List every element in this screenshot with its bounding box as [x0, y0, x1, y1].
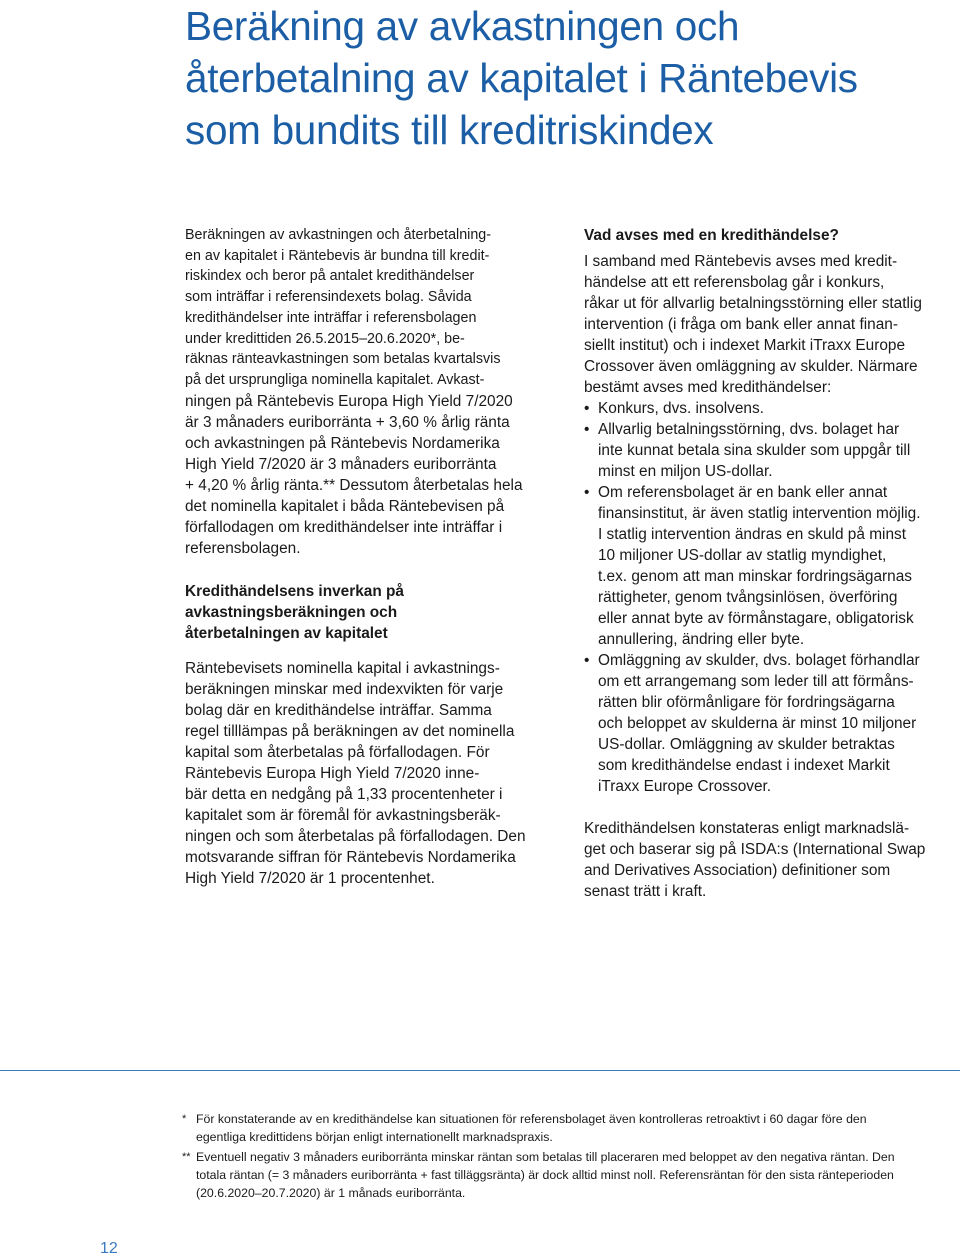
- text-line: inte kunnat betala sina skulder som uppgår till: [598, 442, 911, 459]
- text-line: • Om referensbolaget är en bank eller annat: [598, 484, 888, 501]
- footnote-mark: **: [182, 1151, 191, 1164]
- text-line: senast trätt i kraft.: [584, 883, 707, 900]
- left-column: [185, 225, 560, 889]
- page-number: 12: [100, 1240, 118, 1257]
- text-line: kredithändelser inte inträffar i referensbolagen: [185, 309, 477, 326]
- text-line: referensbolagen.: [185, 539, 301, 557]
- text-line: bolag där en kredithändelse inträffar. Samma: [185, 701, 492, 719]
- text-line: Beräkningen av avkastningen och återbetalning-: [185, 227, 492, 243]
- text-line: siellt institut) och i indexet Markit iTraxx Europe: [584, 337, 906, 354]
- heading-line: avkastningsberäkningen och: [185, 603, 398, 621]
- text-line: räknas ränteavkastningen som betalas kvartalsvis: [185, 351, 501, 368]
- text-line: and Derivatives Association) definitioner som: [584, 862, 891, 879]
- text-line: och beloppet av skulderna är minst 10 miljoner: [598, 715, 917, 732]
- list-item: [584, 398, 956, 419]
- text-line: bestämt avses med kredithändelser:: [584, 379, 832, 396]
- text-line: Kredithändelsen konstateras enligt marknadslä-: [584, 820, 910, 837]
- text-line: intervention (i fråga om bank eller annat finan-: [584, 316, 898, 333]
- footnote-divider: [0, 1070, 960, 1071]
- body-paragraph: [185, 658, 560, 889]
- text-line: under kredittiden 26.5.2015–20.6.2020*, be-: [185, 330, 465, 347]
- definition-intro: [584, 251, 956, 398]
- text-line: och avkastningen på Räntebevis Nordamerika: [185, 434, 500, 452]
- text-line: om ett arrangemang som leder till att förmåns-: [598, 673, 914, 690]
- text-line: regel tilllämpas på beräkningen av det nominella: [185, 722, 515, 740]
- text-line: råkar ut för allvarlig betalningsstörning eller statlig: [584, 295, 922, 312]
- text-line: Eventuell negativ 3 månaders euriborränta minskar räntan som betalas till placeraren med beloppet av den negativa räntan. Den: [196, 1150, 895, 1165]
- text-line: t.ex. genom att man minskar fordringsägarnas: [598, 568, 912, 585]
- text-line: finansinstitut, är även statlig intervention möjlig.: [598, 505, 921, 522]
- text-line: + 4,20 % årlig ränta.** Dessutom återbetalas hela: [185, 476, 523, 494]
- text-line: Räntebevisets nominella kapital i avkastnings-: [185, 659, 500, 677]
- footnotes: [184, 1111, 944, 1206]
- title-line: återbetalning av kapitalet i Räntebevis: [185, 55, 858, 101]
- text-line: riskindex och beror på antalet kredithändelser: [185, 268, 475, 285]
- text-line: beräkningen minskar med indexvikten för varje: [185, 680, 504, 698]
- list-item: [584, 482, 956, 650]
- text-line: • Allvarlig betalningsstörning, dvs. bolaget har: [598, 421, 900, 438]
- footnote-mark: *: [182, 1113, 187, 1125]
- text-line: bär detta en nedgång på 1,33 procentenheter i: [185, 785, 503, 803]
- text-line: I statlig intervention ändras en skuld på minst: [598, 526, 906, 543]
- text-line: det nominella kapitalet i båda Räntebevisen på: [185, 497, 505, 515]
- text-line: annullering, ändring eller byte.: [598, 631, 805, 648]
- text-line: en av kapitalet i Räntebevis är bundna till kredit-: [185, 247, 490, 264]
- text-line: kapital som återbetalas på förfallodagen. För: [185, 743, 490, 761]
- heading-line: återbetalningen av kapitalet: [185, 624, 388, 642]
- credit-event-list: [584, 398, 956, 797]
- text-line: på det ursprungliga nominella kapitalet. Avkast-: [185, 371, 485, 388]
- title-line: som bundits till kreditriskindex: [185, 107, 714, 153]
- text-line: Crossover även omläggning av skulder. Närmare: [584, 358, 918, 375]
- text-line: get och baserar sig på ISDA:s (International Swap: [584, 841, 926, 858]
- text-line: iTraxx Europe Crossover.: [598, 778, 772, 795]
- text-line: som kredithändelse endast i indexet Markit: [598, 757, 890, 774]
- text-line: (20.6.2020–20.7.2020) är 1 månads euriborränta.: [196, 1185, 466, 1200]
- text-line: I samband med Räntebevis avses med kredit-: [584, 253, 898, 270]
- closing-paragraph: [584, 818, 956, 902]
- text-line: rättigheter, genom tvångsinlösen, överföring: [598, 589, 898, 606]
- text-line: ningen på Räntebevis Europa High Yield 7/2020: [185, 392, 513, 410]
- text-line: High Yield 7/2020 är 3 månaders euriborränta: [185, 455, 497, 473]
- list-item: [584, 650, 956, 797]
- text-line: minst en miljon US-dollar.: [598, 463, 773, 480]
- text-line: förfallodagen om kredithändelser inte inträffar i: [185, 518, 503, 536]
- right-column: [584, 225, 956, 902]
- text-line: ningen och som återbetalas på förfallodagen. Den: [185, 827, 526, 845]
- title-line: Beräkning av avkastningen och: [185, 3, 740, 49]
- text-line: US-dollar. Omläggning av skulder betraktas: [598, 736, 895, 753]
- text-line: totala räntan (= 3 månaders euriborränta + fast tilläggsränta) är dock alltid minst noll. Referensräntan för den sista ränteperioden: [196, 1168, 894, 1183]
- text-line: eller annat byte av förmånstagare, obligatorisk: [598, 610, 914, 627]
- text-line: • Omläggning av skulder, dvs. bolaget förhandlar: [598, 652, 920, 669]
- footnote: [184, 1149, 944, 1202]
- page-title: [185, 0, 945, 156]
- text-line: High Yield 7/2020 är 1 procentenhet.: [185, 869, 435, 887]
- text-line: rätten blir oförmånligare för fordringsägarna: [598, 694, 895, 711]
- text-line: Räntebevis Europa High Yield 7/2020 inne-: [185, 764, 480, 782]
- text-line: händelse att ett referensbolag går i konkurs,: [584, 274, 885, 291]
- text-line: är 3 månaders euriborränta + 3,60 % årlig ränta: [185, 413, 510, 431]
- text-line: kapitalet som är föremål för avkastningsberäk-: [185, 806, 501, 824]
- list-item: [584, 419, 956, 482]
- heading-line: Kredithändelsens inverkan på: [185, 582, 404, 600]
- intro-paragraph: [185, 225, 560, 391]
- footnote: [184, 1111, 944, 1146]
- text-line: egentliga kredittidens början enligt internationellt marknadspraxis.: [196, 1129, 553, 1144]
- text-line: motsvarande siffran för Räntebevis Nordamerika: [185, 848, 516, 866]
- text-line: som inträffar i referensindexets bolag. Såvida: [185, 289, 472, 306]
- text-line: För konstaterande av en kredithändelse kan situationen för referensbolaget även kontrolleras retroaktivt i 60 dagar före den: [196, 1112, 867, 1126]
- text-line: 10 miljoner US-dollar av statlig myndighet,: [598, 547, 887, 564]
- intro-paragraph-continued: [185, 391, 560, 559]
- text-line: • Konkurs, dvs. insolvens.: [598, 400, 764, 417]
- section-heading: Vad avses med en kredithändelse?: [584, 227, 839, 244]
- section-heading: [185, 581, 560, 644]
